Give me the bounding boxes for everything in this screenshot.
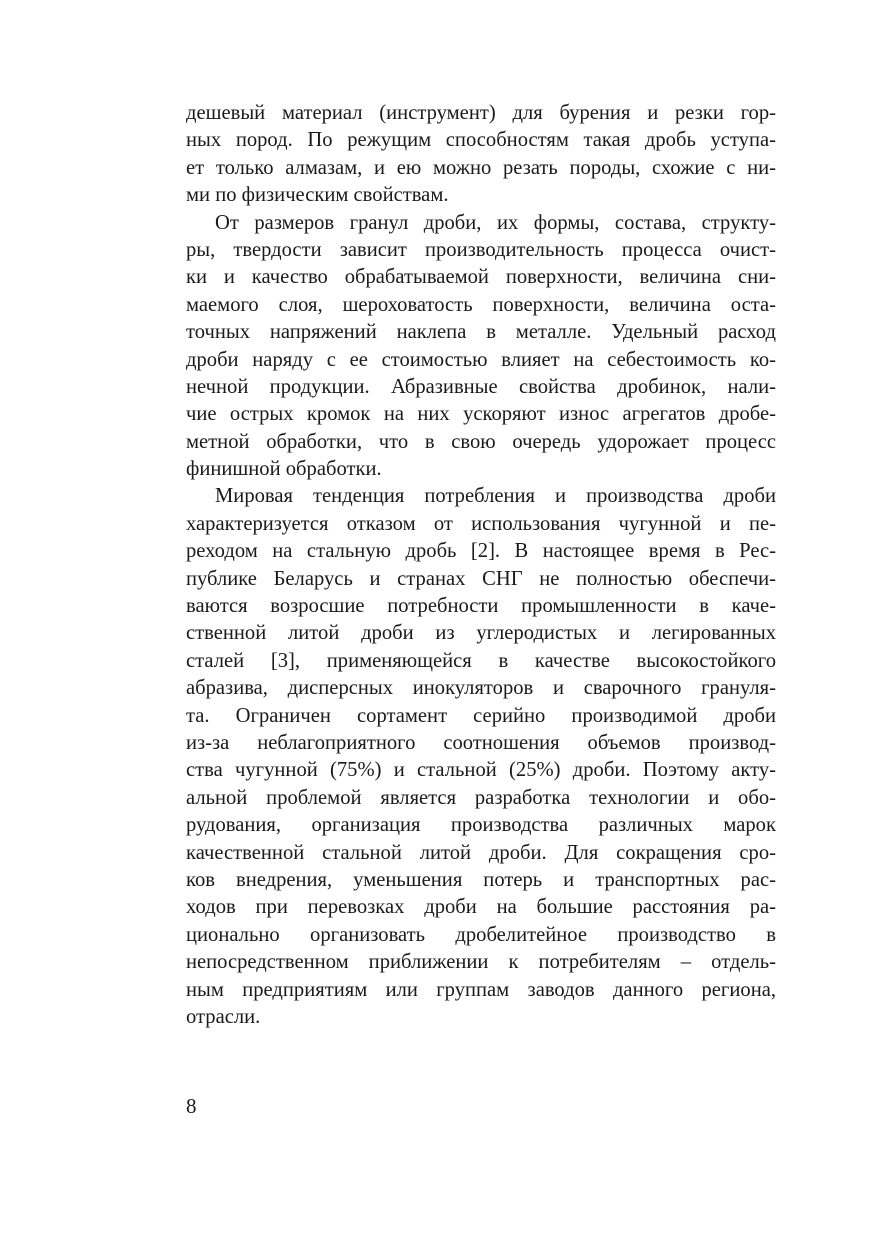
text-line: ционально организовать дробелитейное производство в	[186, 923, 776, 946]
text-line: та. Ограничен сортамент серийно производимой дроби	[186, 704, 776, 727]
text-line: непосредственном приближении к потребителям – отдель-	[186, 951, 776, 974]
text-line: ет только алмазам, и ею можно резать породы, схожие с ни-	[186, 156, 776, 179]
text-line: качественной стальной литой дроби. Для сокращения сро-	[186, 841, 776, 864]
paragraph-2	[186, 210, 776, 484]
text-line: маемого слоя, шероховатость поверхности, величина оста-	[186, 293, 776, 316]
text-line: сталей [3], применяющейся в качестве высокостойкого	[186, 649, 776, 672]
text-line: реходом на стальную дробь [2]. В настоящее время в Рес-	[186, 540, 776, 563]
text-line: ков внедрения, уменьшения потерь и транспортных рас-	[186, 868, 776, 891]
text-line: отрасли.	[186, 1005, 261, 1028]
page-number: 8	[186, 1094, 197, 1118]
text-line: ваются возросшие потребности промышленности в каче-	[186, 595, 776, 618]
text-line: финишной обработки.	[186, 458, 382, 481]
text-line: Мировая тенденция потребления и производства дроби	[215, 485, 776, 508]
text-line: дешевый материал (инструмент) для бурения и резки гор-	[186, 102, 776, 124]
text-line: ки и качество обрабатываемой поверхности, величина сни-	[186, 266, 776, 289]
text-line: альной проблемой является разработка технологии и обо-	[186, 786, 776, 809]
text-line: ства чугунной (75%) и стальной (25%) дроби. Поэтому акту-	[186, 759, 776, 782]
text-line: метной обработки, что в свою очередь удорожает процесс	[186, 430, 776, 453]
text-line: ходов при перевозках дроби на большие расстояния ра-	[186, 896, 776, 919]
text-line: абразива, дисперсных инокуляторов и сварочного грануля-	[186, 677, 776, 700]
text-line: ных пород. По режущим способностям такая дробь уступа-	[186, 129, 776, 152]
paragraph-1	[186, 100, 776, 210]
text-line: ры, твердости зависит производительность процесса очист-	[186, 238, 776, 261]
text-line: От размеров гранул дроби, их формы, состава, структу-	[215, 211, 776, 234]
text-line: из-за неблагоприятного соотношения объемов производ-	[186, 731, 776, 754]
paragraph-3	[186, 483, 776, 1031]
text-line: нечной продукции. Абразивные свойства дробинок, нали-	[186, 375, 776, 398]
text-line: ми по физическим свойствам.	[186, 184, 449, 207]
text-line: чие острых кромок на них ускоряют износ агрегатов дробе-	[186, 403, 776, 426]
document-body	[186, 100, 776, 1031]
text-line: публике Беларусь и странах СНГ не полностью обеспечи-	[186, 567, 776, 590]
text-line: ственной литой дроби из углеродистых и легированных	[186, 622, 776, 645]
text-line: дроби наряду с ее стоимостью влияет на себестоимость ко-	[186, 348, 776, 371]
text-line: характеризуется отказом от использования чугунной и пе-	[186, 512, 776, 535]
text-line: рудования, организация производства различных марок	[186, 814, 776, 837]
text-line: ным предприятиям или группам заводов данного региона,	[186, 978, 776, 1001]
text-line: точных напряжений наклепа в металле. Удельный расход	[186, 321, 776, 344]
